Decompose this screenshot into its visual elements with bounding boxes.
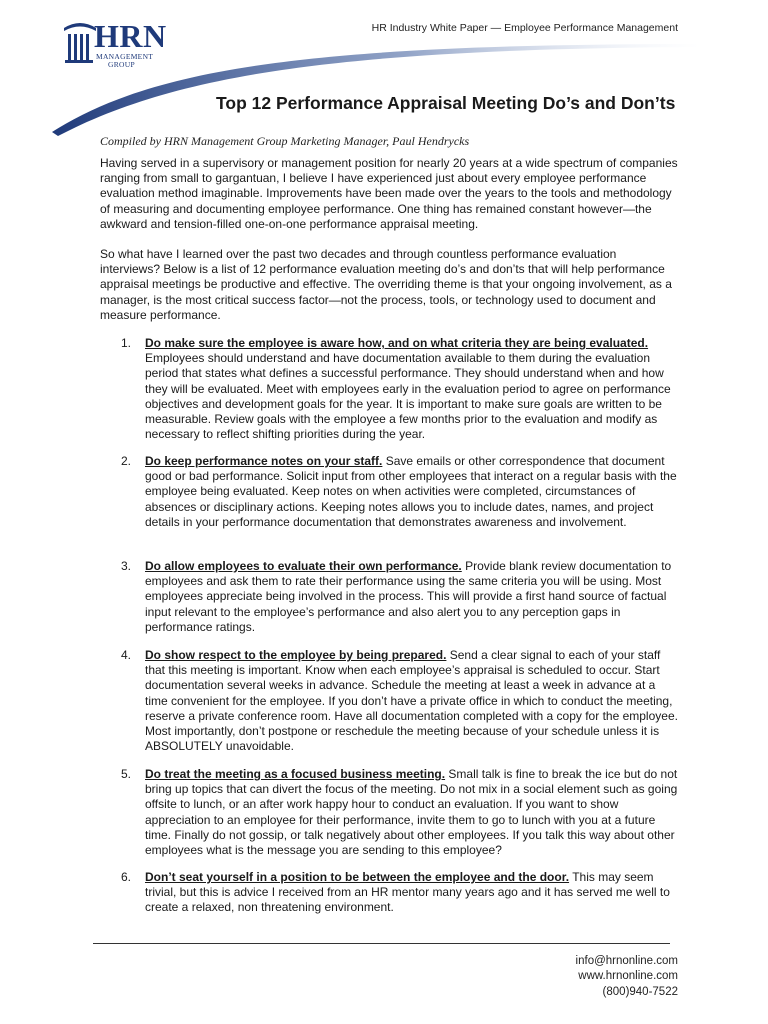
list-item	[121, 648, 681, 754]
item-number: 6.	[121, 870, 132, 884]
header-tagline: HR Industry White Paper — Employee Performance Management	[371, 22, 678, 34]
item-heading: Do show respect to the employee by being prepared.	[145, 648, 447, 662]
footer-email-link[interactable]: info@hrnonline.com	[575, 955, 678, 967]
list-item	[121, 454, 681, 530]
list-item	[121, 767, 681, 858]
item-number: 3.	[121, 559, 132, 573]
item-text: Small talk is fine to break the ice but do not bring up topics that can divert the focus of the meeting. Do not mix in a social element such as going offsite to lunch, or an after work happy hour to conduct an evaluation. If you want to show appreciation to an employee for their performance, invite them to go to lunch with you at a future time. Finally do not gossip, or talk negatively about other employees. If you talk this way about other employees what is the message you are sending to this employee?	[145, 767, 678, 858]
item-number: 4.	[121, 648, 132, 662]
intro-paragraph-1: Having served in a supervisory or management position for nearly 20 years at a wide spectrum of companies ranging from small to gargantuan, I believe I have experienced just about every employee performance evaluation method imaginable. Improvements have been made over the years to the tools and methodology of measuring and documenting employee performance. One thing has remained constant however—the awkward and tension-filled one-on-one performance appraisal meeting.	[100, 156, 678, 231]
footer-phone: (800)940-7522	[602, 986, 678, 998]
list-item	[121, 870, 681, 916]
item-text: Provide blank review documentation to employees and ask them to rate their performance using the same criteria you will be using. Most employees appreciate being involved in the process. This will provide a first hand source of factual input relevant to the employee’s performance and also alert you to any perception gaps in performance ratings.	[145, 559, 672, 634]
item-number: 1.	[121, 336, 132, 350]
list-item	[121, 336, 681, 442]
footer-website-link[interactable]: www.hrnonline.com	[578, 970, 678, 982]
item-text: Save emails or other correspondence that document good or bad performance. Solicit input from other employees that interact on a regular basis with the employee being evaluated. Keep notes on when activities were completed, circumstances of absences or disciplinary actions. Keeping notes allows you to include dates, names, and project details in your performance documentation that demonstrates awareness and involvement.	[145, 454, 677, 529]
item-text: This may seem trivial, but this is advice I received from an HR mentor many years ago and it has served me well to create a relaxed, non threatening environment.	[145, 870, 670, 915]
document-title: Top 12 Performance Appraisal Meeting Do’s and Don’ts	[216, 93, 676, 113]
item-number: 2.	[121, 454, 132, 468]
item-heading: Do make sure the employee is aware how, and on what criteria they are being evaluated.	[145, 336, 649, 350]
item-number: 5.	[121, 767, 132, 781]
item-text: Employees should understand and have documentation available to them during the evaluation period that states what defines a successful performance. They should understand when and how they will be evaluated. Meet with employees early in the evaluation period to agree on performance objectives and development goals for the year. It is important to make sure goals are written to be measurable. Review goals with the employee a few months prior to the evaluation and modify as necessary to reflect shifting priorities during the year.	[145, 351, 671, 442]
logo-subline-2: GROUP	[108, 60, 135, 69]
footer-divider	[93, 943, 670, 944]
item-heading: Do treat the meeting as a focused business meeting.	[145, 767, 446, 781]
company-logo	[60, 18, 170, 70]
logo-name: HRN	[94, 18, 167, 54]
list-item	[121, 559, 681, 635]
intro-paragraph-2: So what have I learned over the past two decades and through countless performance evaluation interviews? Below is a list of 12 performance evaluation meeting do’s and don’ts that will help performance appraisal meetings be productive and effective. The overriding theme is that your ongoing involvement, as a manager, is the most critical success factor—not the process, tools, or technology used to document and measure performance.	[100, 247, 672, 322]
byline: Compiled by HRN Management Group Marketing Manager, Paul Hendrycks	[100, 134, 470, 148]
item-heading: Do allow employees to evaluate their own performance.	[145, 559, 462, 573]
item-text: Send a clear signal to each of your staff that this meeting is important. Know when each employee’s appraisal is scheduled to occur. Start documentation several weeks in advance. Schedule the meeting at least a week in advance at a time convenient for the employee. If you don’t have a private office in which to conduct the meeting, reserve a private conference room. Have all documentation completed with a copy for the employee. Most importantly, don’t postpone or reschedule the meeting because of your schedule unless it is ABSOLUTELY unavoidable.	[145, 648, 678, 754]
item-heading: Don’t seat yourself in a position to be between the employee and the door.	[145, 870, 570, 884]
logo-subline-1: MANAGEMENT	[96, 52, 154, 61]
item-heading: Do keep performance notes on your staff.	[145, 454, 383, 468]
